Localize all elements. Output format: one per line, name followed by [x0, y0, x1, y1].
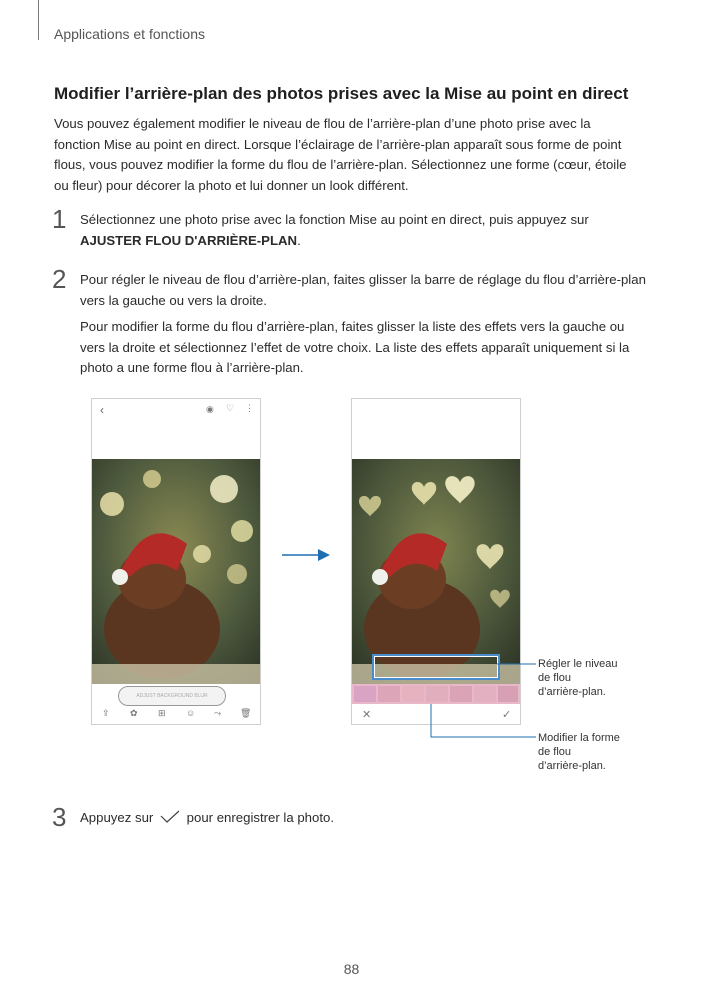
- callout-line: Modifier la forme: [538, 732, 620, 744]
- sticker-icon: ☺: [186, 708, 196, 718]
- callout-line: de flou: [538, 672, 572, 684]
- step-line: photo a une forme flou à l’arrière-plan.: [80, 360, 304, 375]
- step-number: 2: [52, 264, 67, 294]
- edit-icon: ⊞: [158, 708, 166, 718]
- callout-line: de flou: [538, 746, 572, 758]
- step-number: 1: [52, 204, 67, 234]
- more-options-icon: ⋮: [245, 403, 254, 413]
- checkmark-icon: [159, 810, 181, 824]
- step-number: 3: [52, 802, 67, 832]
- step-line: Pour régler le niveau de flou d’arrière-plan, faites glisser la barre de réglage du flou d’arrière-plan: [80, 272, 646, 287]
- step-line: vers la gauche ou vers la droite.: [80, 292, 267, 308]
- eye-icon: ◉: [206, 404, 214, 414]
- delete-icon: 🗑: [240, 708, 252, 718]
- check-icon[interactable]: ✓: [502, 709, 512, 721]
- section-header: Applications et fonctions: [54, 26, 205, 42]
- effects-icon: ✿: [130, 708, 138, 718]
- step-1-button-name: AJUSTER FLOU D'ARRIÈRE-PLAN: [80, 232, 298, 248]
- page-number: 88: [343, 961, 360, 977]
- step-3-text: [80, 808, 480, 829]
- adjust-background-blur-button[interactable]: ADJUST BACKGROUND BLUR: [118, 686, 226, 706]
- back-icon: ‹: [100, 403, 104, 417]
- step-1-end: .: [297, 232, 301, 248]
- heart-icon: ♡: [226, 403, 235, 413]
- callout-blur-level: [538, 657, 638, 699]
- intro-line: fonction Mise au point en direct. Lorsque l’éclairage de l’arrière-plan apparaît sous forme de point: [54, 136, 622, 152]
- step-line: Pour modifier la forme du flou d’arrière-plan, faites glisser la liste des effets vers la gauche ou: [80, 319, 625, 334]
- send-icon: ⤳: [214, 708, 222, 718]
- callout-line: Régler le niveau: [538, 658, 618, 670]
- callout-blur-shape: [538, 731, 638, 773]
- step-3-after: pour enregistrer la photo.: [186, 810, 335, 825]
- share-icon: ⇪: [102, 708, 110, 718]
- step-line: vers la droite et sélectionnez l’effet de votre choix. La liste des effets apparaît uniquement si la: [80, 339, 630, 355]
- step-line: Sélectionnez une photo prise avec la fonction Mise au point en direct, puis appuyez sur: [80, 212, 589, 227]
- cancel-icon[interactable]: ✕: [362, 709, 372, 721]
- callout-line: d’arrière-plan.: [538, 760, 606, 772]
- intro-line: flous, vous pouvez modifier la forme du flou de l’arrière-plan. Sélectionnez une forme (cœur, étoile: [54, 157, 627, 172]
- callout-line: d’arrière-plan.: [538, 686, 606, 698]
- page-title: Modifier l’arrière-plan des photos prises avec la Mise au point en direct: [54, 84, 629, 103]
- intro-line: Vous pouvez également modifier le niveau de flou de l’arrière-plan d’une photo prise avec la: [54, 116, 591, 131]
- step-3-before: Appuyez sur: [80, 810, 154, 825]
- intro-line: ou fleur) pour décorer la photo et lui donner un look différent.: [54, 177, 409, 193]
